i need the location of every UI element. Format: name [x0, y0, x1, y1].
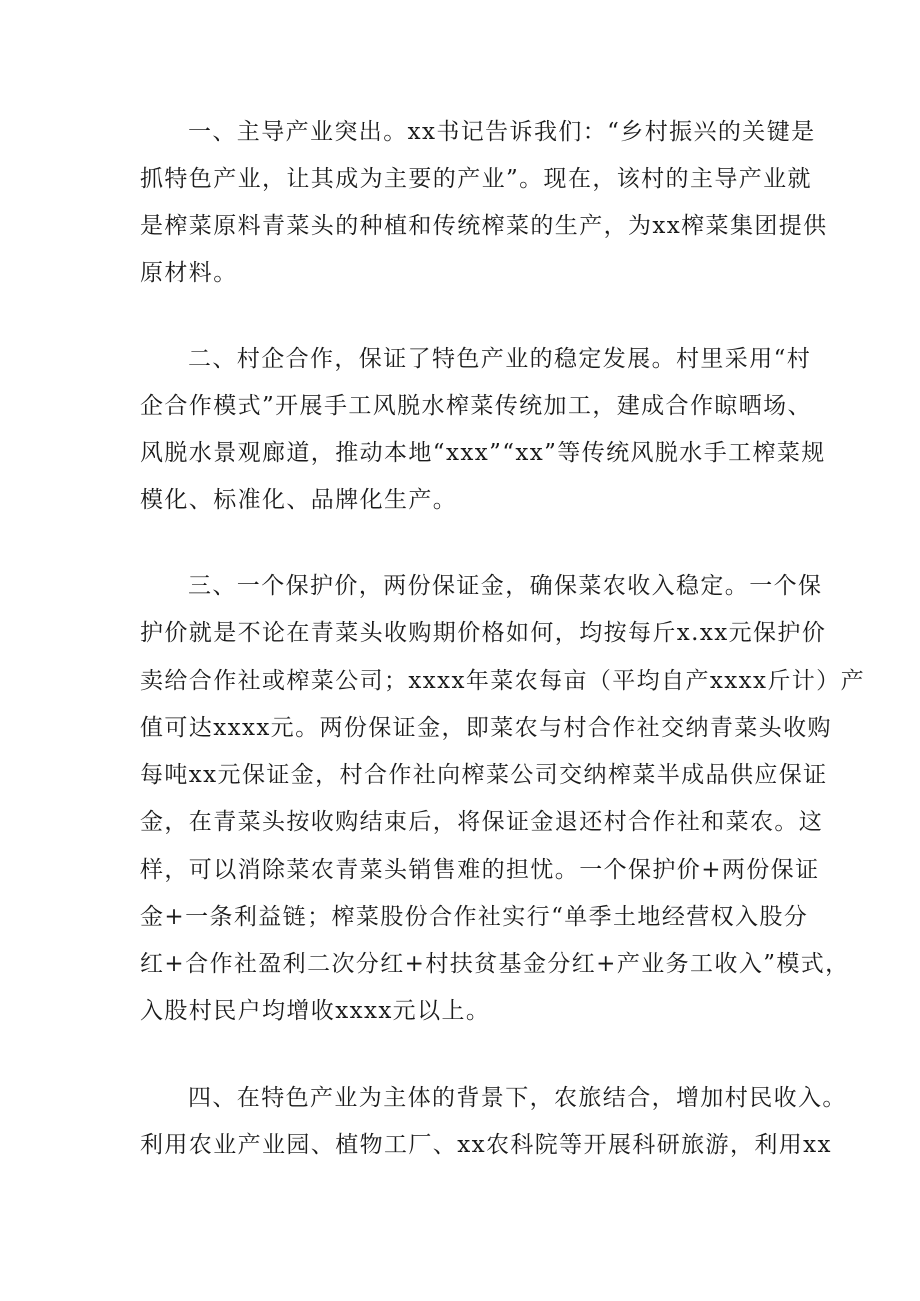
paragraph-1-line-3: 是榨菜原料青菜头的种植和传统榨菜的生产，为xx榨菜集团提供 — [140, 213, 828, 239]
paragraph-3-line-4: 值可达xxxx元。两份保证金，即菜农与村合作社交纳青菜头收购 — [140, 715, 832, 741]
paragraph-2-line-1: 二、村企合作，保证了特色产业的稳定发展。村里采用“村 — [188, 346, 812, 372]
paragraph-1-line-2: 抓特色产业，让其成为主要的产业”。现在，该村的主导产业就 — [140, 166, 812, 192]
paragraph-1-line-4: 原材料。 — [140, 260, 238, 286]
paragraph-3-line-9: 红+合作社盈利二次分红+村扶贫基金分红+产业务工收入”模式， — [140, 951, 850, 977]
paragraph-3-line-1: 三、一个保护价，两份保证金，确保菜农收入稳定。一个保 — [188, 573, 823, 599]
paragraph-2-line-4: 模化、标准化、品牌化生产。 — [140, 487, 458, 513]
paragraph-3-line-5: 每吨xx元保证金，村合作社向榨菜公司交纳榨菜半成品供应保证 — [140, 762, 828, 788]
paragraph-3-line-8: 金+一条利益链；榨菜股份合作社实行“单季土地经营权入股分 — [140, 904, 809, 930]
paragraph-4-line-1: 四、在特色产业为主体的背景下，农旅结合，增加村民收入。 — [188, 1085, 847, 1111]
paragraph-3-line-7: 样，可以消除菜农青菜头销售难的担忧。一个保护价+两份保证 — [140, 857, 820, 883]
paragraph-3-line-2: 护价就是不论在青菜头收购期价格如何，均按每斤x.xx元保护价 — [140, 620, 827, 646]
paragraph-2-line-3: 风脱水景观廊道，推动本地“xxx”“xx”等传统风脱水手工榨菜规 — [140, 440, 826, 466]
paragraph-3-line-6: 金，在青菜头按收购结束后，将保证金退还村合作社和菜农。这 — [140, 809, 824, 835]
paragraph-1-line-1: 一、主导产业突出。xx书记告诉我们：“乡村振兴的关键是 — [188, 119, 816, 145]
paragraph-2-line-2: 企合作模式”开展手工风脱水榨菜传统加工，建成合作晾晒场、 — [140, 393, 812, 419]
paragraph-4-line-2: 利用农业产业园、植物工厂、xx农科院等开展科研旅游，利用xx — [140, 1132, 832, 1158]
paragraph-3-line-3: 卖给合作社或榨菜公司；xxxx年菜农每亩（平均自产xxxx斤计）产 — [140, 668, 865, 694]
paragraph-3-line-10: 入股村民户均增收xxxx元以上。 — [140, 998, 491, 1024]
